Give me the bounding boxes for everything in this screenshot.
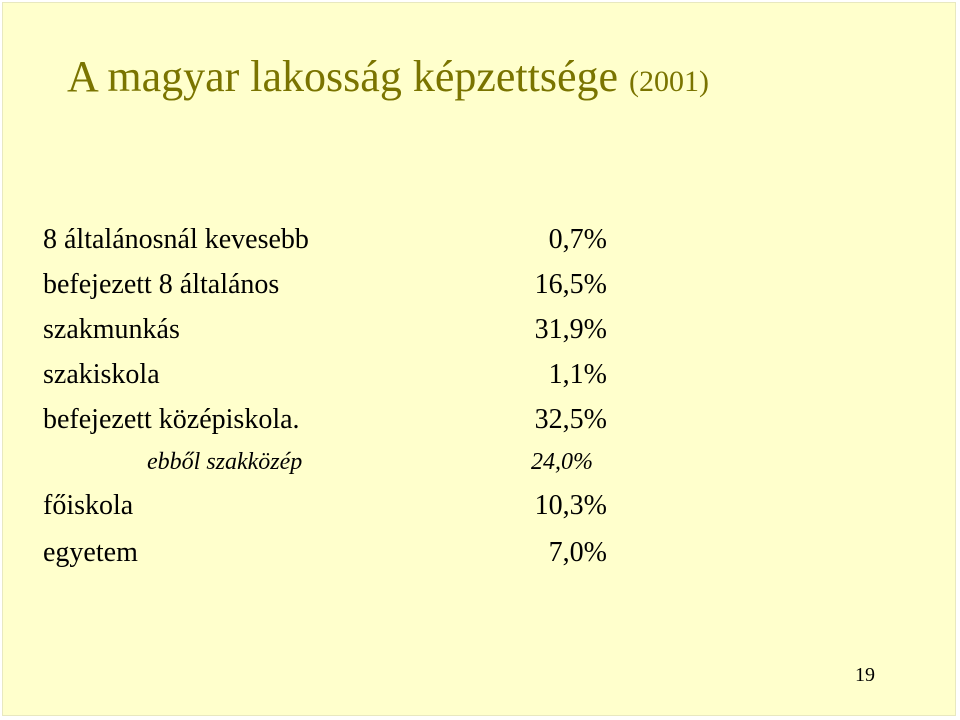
row-value: 10,3% <box>534 490 607 521</box>
row-secondary-school <box>43 397 623 442</box>
row-value: 7,0% <box>548 537 607 568</box>
row-college <box>43 482 623 530</box>
row-university <box>43 530 623 575</box>
row-vocational-school <box>43 352 623 397</box>
education-table <box>43 217 623 575</box>
slide-title <box>67 49 709 110</box>
row-less-than-8-grades <box>43 217 623 262</box>
row-label: ebből szakközép <box>147 449 303 475</box>
row-label: egyetem <box>43 537 138 568</box>
row-value: 1,1% <box>548 359 607 390</box>
row-label: 8 általánosnál kevesebb <box>43 224 309 255</box>
title-main: A magyar lakosság képzettsége <box>67 52 619 101</box>
row-label: szakiskola <box>43 359 160 390</box>
page-number: 19 <box>855 664 875 686</box>
row-value: 0,7% <box>548 224 607 255</box>
title-year: (2001) <box>629 65 710 98</box>
row-skilled-worker <box>43 307 623 352</box>
row-label: befejezett középiskola. <box>43 404 300 435</box>
slide <box>2 2 956 716</box>
row-of-which-vocational-secondary <box>43 442 623 482</box>
row-label: szakmunkás <box>43 314 180 345</box>
row-value: 16,5% <box>534 269 607 300</box>
row-value: 31,9% <box>534 314 607 345</box>
row-value: 24,0% <box>531 449 593 475</box>
row-value: 32,5% <box>534 404 607 435</box>
row-label: főiskola <box>43 490 134 521</box>
row-label: befejezett 8 általános <box>43 269 280 300</box>
row-8-grades <box>43 262 623 307</box>
